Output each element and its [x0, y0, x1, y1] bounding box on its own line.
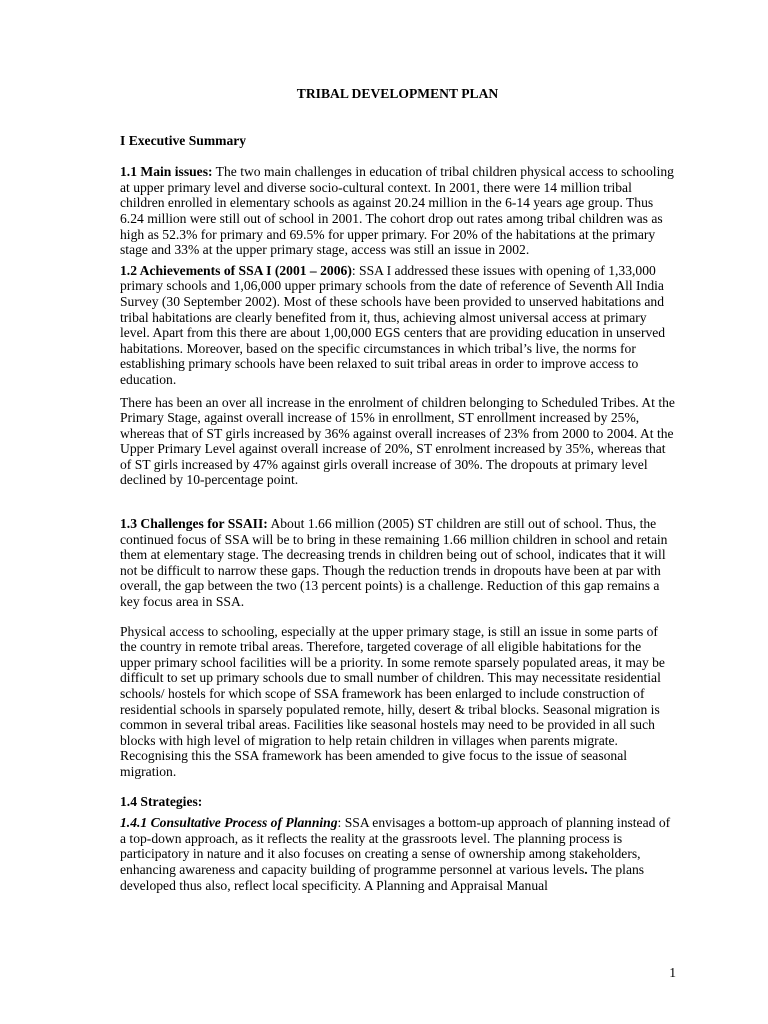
text-consultative-a: : SSA envisages a bottom-up approach of planning instead of a top-down approach, as it reflects the reality at the grassroots level. The planning process is participatory in nature and it also focuses on creating a sense of ownership among stakeholders, enhancing awareness and capacity building of programme personnel at various levels — [120, 815, 671, 877]
paragraph-challenges — [120, 516, 675, 610]
bold-period: . — [584, 861, 588, 877]
document-page — [120, 86, 675, 898]
section-heading: I Executive Summary — [120, 132, 247, 148]
paragraph-achievements — [120, 263, 675, 388]
text-challenges: About 1.66 million (2005) ST children are still out of school. Thus, the continued focus of SSA will be to bring in these remaining 1.66 million children in school and retain them at elementary stage. The decreasing trends in children being out of school, indicates that it will not be difficult to narrow these gaps. Though the reduction trends in dropouts have been at par with overall, the gap between the two (13 percent points) is a challenge. Reduction of this gap remains a key focus area in SSA. — [120, 516, 668, 610]
paragraph-consultative-planning — [120, 815, 675, 893]
text-consultative-b: The plans developed thus also, reflect local specificity. A Planning and Appraisal Manual — [120, 861, 645, 893]
subheading-consultative-planning: 1.4.1 Consultative Process of Planning — [120, 815, 338, 831]
text-main-issues: The two main challenges in education of tribal children physical access to schooling at upper primary level and diverse socio-cultural context. In 2001, there were 14 million tribal children enrolled in elementary schools as against 20.24 million in the 6-14 years age group. Thus 6.24 million were still out of school in 2001. The cohort drop out rates among tribal children was as high as 52.3% for primary and 69.5% for upper primary. For 20% of the habitations at the primary stage and 33% at the upper primary stage, access was still an issue in 2002. — [120, 164, 674, 258]
page-number: 1 — [669, 965, 676, 980]
paragraph-enrolment: There has been an over all increase in the enrolment of children belonging to Scheduled Tribes. At the Primary Stage, against overall increase of 15% in enrollment, ST enrollment increased by 25%, whereas that of ST girls increased by 36% against overall increases of 23% from 2000 to 2004. At the Upper Primary Level against overall increase of 20%, ST enrolment increased by 35%, whereas that of ST girls increased by 47% against girls overall increase of 30%. The dropouts at primary level declined by 10-percentage point. — [120, 394, 675, 488]
heading-challenges: 1.3 Challenges for SSAII: — [120, 516, 268, 532]
paragraph-main-issues — [120, 164, 675, 258]
heading-strategies: 1.4 Strategies: — [120, 793, 203, 809]
heading-achievements: 1.2 Achievements of SSA I (2001 – 2006) — [120, 262, 352, 278]
heading-main-issues: 1.1 Main issues: — [120, 164, 213, 180]
document-title: TRIBAL DEVELOPMENT PLAN — [296, 86, 499, 101]
text-achievements: : SSA I addressed these issues with opening of 1,33,000 primary schools and 1,06,000 upper primary schools from the date of reference of Seventh All India Survey (30 September 2002). Most of these schools have been provided to unserved habitations and tribal habitations are clearly benefited from it, thus, achieving almost universal access at primary level. Apart from this there are about 1,00,000 EGS centers that are providing education in unserved habitations. Moreover, based on the specific circumstances in which tribal’s live, the norms for establishing primary schools have been relaxed to suit tribal areas in order to improve access to education. — [120, 262, 666, 387]
paragraph-physical-access: Physical access to schooling, especially at the upper primary stage, is still an issue in some parts of the country in remote tribal areas. Therefore, targeted coverage of all eligible habitations for the upper primary school facilities will be a priority. In some remote sparsely populated areas, it may be difficult to set up primary schools due to small number of children. This may necessitate residential schools/ hostels for which scope of SSA framework has been enlarged to include construction of residential schools in sparsely populated remote, hilly, desert & tribal blocks. Seasonal migration is common in several tribal areas. Facilities like seasonal hostels may need to be provided in all such blocks with high level of migration to help retain children in villages when parents migrate. Recognising this the SSA framework has been amended to give focus to the issue of seasonal migration. — [120, 623, 665, 779]
